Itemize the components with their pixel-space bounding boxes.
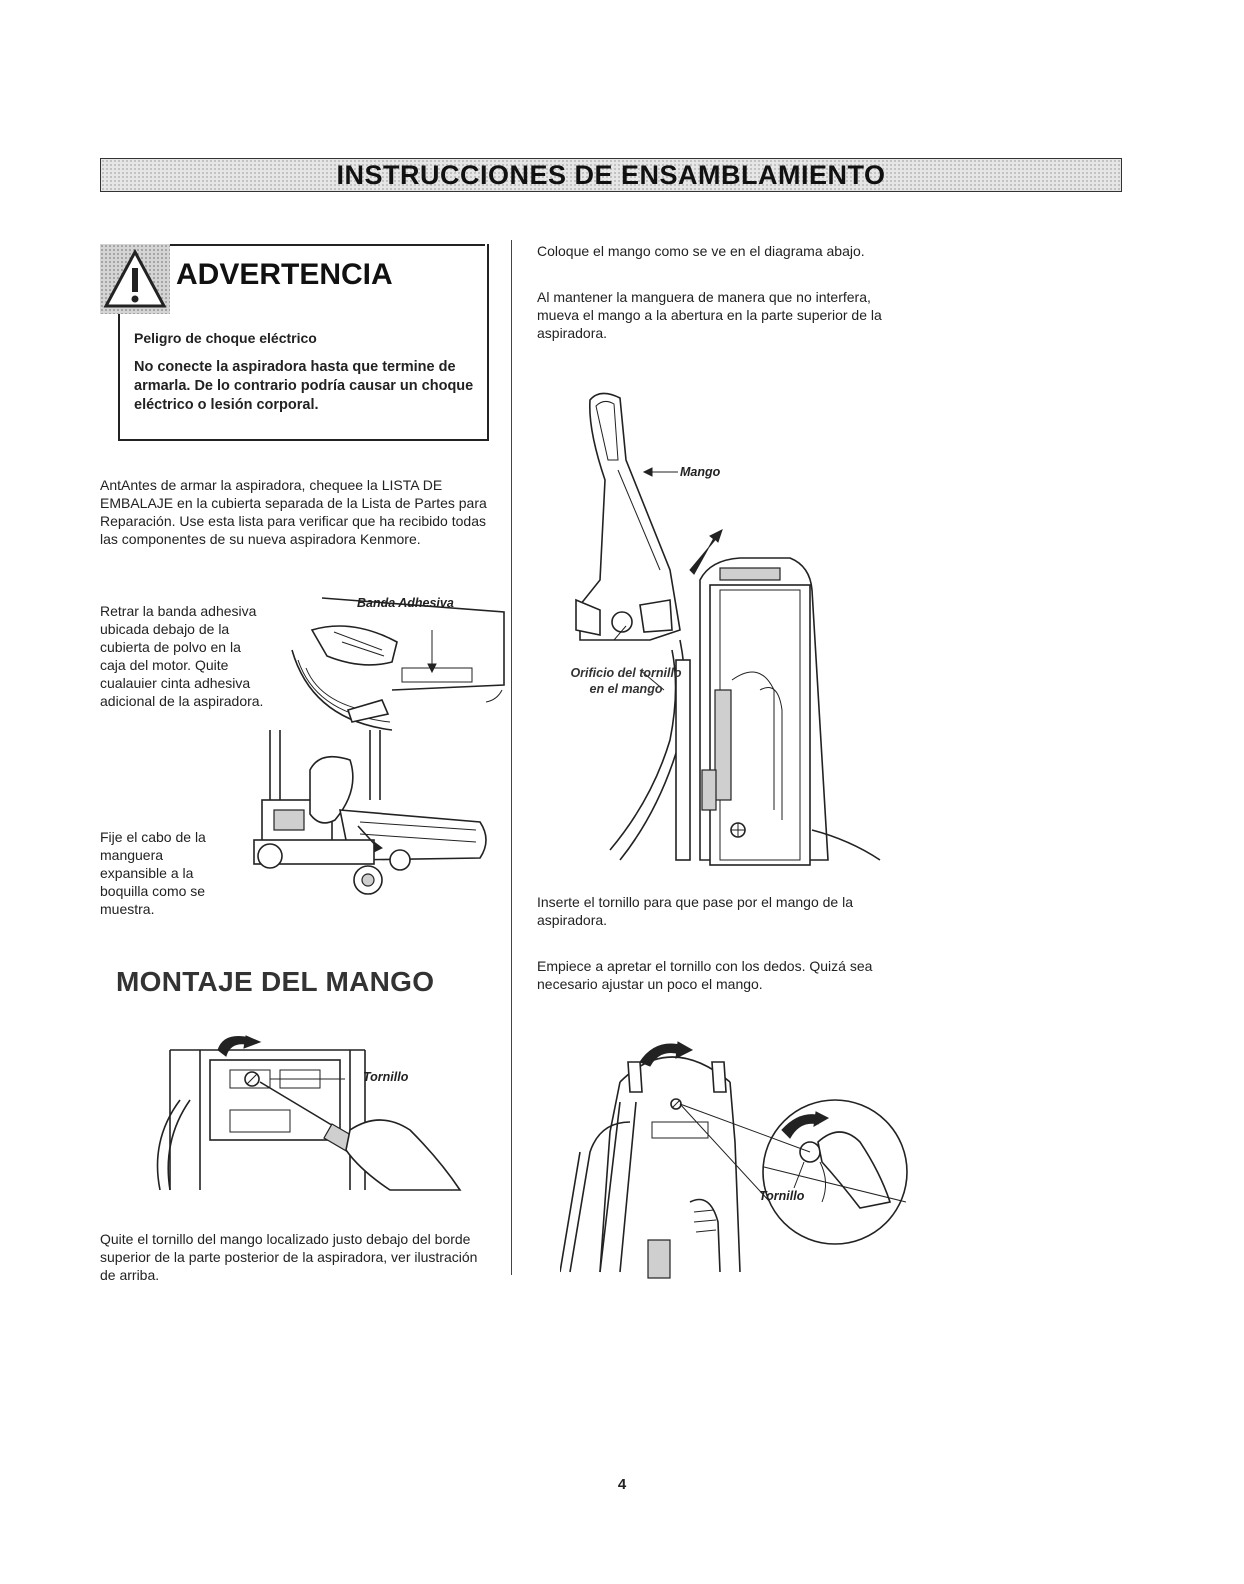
attach-hose-paragraph: Fije el cabo de la manguera expansible a la boquilla como se muestra. <box>100 829 206 917</box>
warning-triangle-icon <box>100 244 170 314</box>
insert-screw-paragraph: Inserte el tornillo para que pase por el mango de la aspiradora. <box>537 894 853 928</box>
intro-paragraph: AntAntes de armar la aspiradora, chequee la LISTA DE EMBALAJE en la cubierta separada de la Lista de Partes para Reparación. Use esta lista para verificar que ha recibido todas las componentes de su nueva aspiradora Kenmore. <box>100 477 487 547</box>
warning-top-rule <box>170 244 485 246</box>
remove-screw-paragraph: Quite el tornillo del mango localizado justo debajo del borde superior de la parte posterior de la aspiradora, ver ilustración de arriba. <box>100 1231 478 1283</box>
tighten-screw-illustration <box>560 1012 910 1282</box>
adhesive-tape-label: Banda Adhesiva <box>357 596 454 610</box>
page-number: 4 <box>617 1476 627 1493</box>
screw-removal-illustration <box>140 1030 490 1200</box>
warning-subtitle: Peligro de choque eléctrico <box>134 330 317 346</box>
handle-label: Mango <box>680 465 721 479</box>
screw-hole-label: Orificio del tornillo en el mango <box>570 666 682 696</box>
adhesive-tape-illustration <box>272 590 512 740</box>
hose-attach-illustration <box>240 730 500 900</box>
tighten-screw-paragraph: Empiece a apretar el tornillo con los dedos. Quizá sea necesario ajustar un poco el mango. <box>537 958 873 992</box>
banner-title: INSTRUCCIONES DE ENSAMBLAMIENTO <box>336 160 886 190</box>
move-handle-paragraph: Al mantener la manguera de manera que no interfera, mueva el mango a la abertura en la parte superior de la aspiradora. <box>537 289 882 341</box>
column-divider <box>511 240 512 1275</box>
screw-label-left: Tornillo <box>363 1070 409 1084</box>
section-heading-handle-assembly: MONTAJE DEL MANGO <box>116 966 435 997</box>
remove-tape-paragraph: Retrar la banda adhesiva ubicada debajo de la cubierta de polvo en la caja del motor. Quite cualauier cinta adhesiva adicional de la aspiradora. <box>100 603 264 709</box>
warning-title: ADVERTENCIA <box>176 258 393 291</box>
place-handle-paragraph: Coloque el mango como se ve en el diagrama abajo. <box>537 243 865 259</box>
handle-placement-illustration <box>560 390 890 870</box>
section-banner <box>100 158 1122 192</box>
screw-label-right: Tornillo <box>759 1189 805 1203</box>
warning-body: No conecte la aspiradora hasta que termine de armarla. De lo contrario podría causar un choque eléctrico o lesión corporal. <box>134 359 474 413</box>
warning-box <box>100 244 485 439</box>
